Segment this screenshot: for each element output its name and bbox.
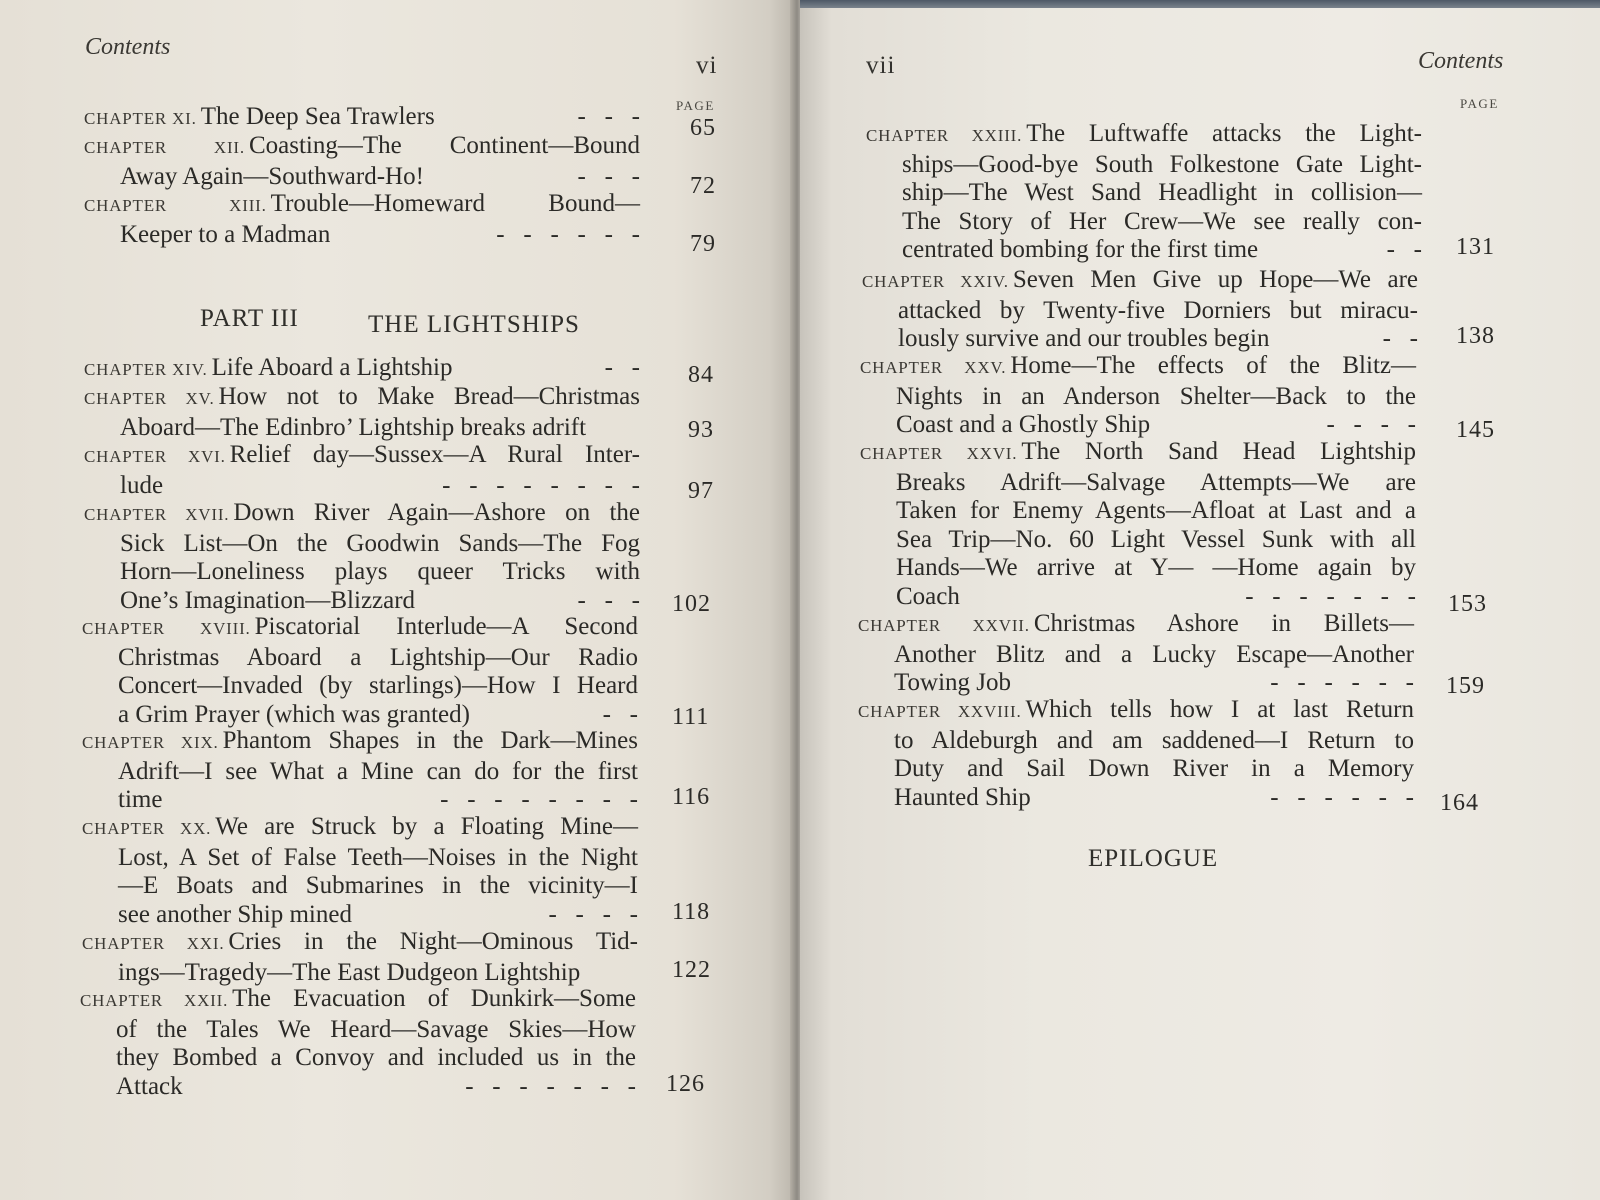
page-folio: vii (866, 52, 896, 79)
chapter-title-text: —E Boats and Submarines in the vicinity—I (118, 872, 638, 899)
chapter-title-text: Down River Again—Ashore on the (233, 499, 640, 526)
page-column-header: PAGE (1460, 96, 1499, 111)
chapter-title-text: Another Blitz and a Lucky Escape—Another (894, 640, 1414, 668)
chapter-title-text: centrated bombing for the first time (902, 236, 1259, 263)
toc-entry (860, 352, 1416, 440)
toc-entry (84, 190, 640, 249)
chapter-label: CHAPTER XVII. (84, 505, 230, 524)
chapter-title-text: Coast and a Ghostly Ship (896, 411, 1151, 438)
leader-dashes: - - - - (548, 900, 638, 928)
page-number: 79 (690, 230, 716, 257)
page-number: 126 (666, 1070, 705, 1097)
toc-entry-line (866, 236, 1422, 265)
toc-entry-line (82, 959, 638, 988)
toc-entry-line (858, 755, 1414, 784)
page-number: 159 (1446, 673, 1485, 699)
page-number: 65 (690, 115, 716, 141)
chapter-title-text: We are Struck by a Floating Mine— (215, 813, 639, 840)
chapter-label: CHAPTER XI. (84, 109, 197, 128)
page-number: 131 (1456, 234, 1495, 260)
toc-entry-line (84, 558, 640, 587)
toc-entry (84, 441, 640, 500)
leader-dashes: - - - - - - (496, 220, 640, 248)
chapter-title-text: lude (120, 471, 164, 499)
page-folio: vi (696, 52, 718, 79)
toc-entry-line (82, 727, 638, 758)
toc-entry-line (858, 727, 1414, 756)
toc-entry-line (84, 163, 640, 192)
page-number: 84 (688, 362, 714, 388)
chapter-title-text: Concert—Invaded (by starlings)—How I Heard (118, 672, 638, 699)
leader-dashes: - - - - - - - - (442, 471, 640, 499)
chapter-title-text: The North Sand Head Lightship (1021, 438, 1416, 465)
leader-dashes: - - - (577, 586, 640, 614)
chapter-label: CHAPTER XXVIII. (858, 702, 1022, 721)
chapter-title-text: attacked by Twenty-five Dorniers but miracu- (898, 296, 1418, 324)
chapter-title-text: to Aldeburgh and am saddened—I Return to (894, 726, 1414, 754)
page-number: 97 (688, 477, 714, 504)
chapter-title-text: Haunted Ship (894, 783, 1031, 811)
chapter-title-text: Coach (896, 582, 960, 610)
chapter-title-text: Lost, A Set of False Teeth—Noises in the Night (118, 843, 638, 871)
chapter-title-text: How not to Make Bread—Christmas (218, 383, 640, 410)
chapter-title-text: Cries in the Night—Ominous Tid- (228, 928, 638, 955)
chapter-label: CHAPTER XXVII. (858, 616, 1030, 635)
chapter-label: CHAPTER XVI. (84, 447, 226, 466)
page-column-header: PAGE (676, 98, 715, 113)
chapter-label: CHAPTER XXIII. (866, 126, 1023, 145)
toc-entry-line (858, 669, 1414, 698)
toc-entry-line (862, 297, 1418, 326)
toc-entry-line (860, 497, 1416, 526)
toc-entry-line (82, 672, 638, 701)
toc-entry-line (84, 354, 640, 385)
chapter-label: CHAPTER XV. (84, 389, 215, 408)
leader-dashes: - - - (577, 103, 640, 130)
leader-dashes: - - - - - - - - (440, 786, 638, 813)
chapter-label: CHAPTER XX. (82, 819, 212, 838)
chapter-title-text: Which tells how I at last Return (1025, 696, 1414, 723)
toc-entry (84, 354, 640, 385)
toc-entry-line (860, 526, 1416, 555)
chapter-title-text: Phantom Shapes in the Dark—Mines (222, 727, 638, 754)
toc-entry-line (84, 530, 640, 559)
toc-entry-line (82, 644, 638, 673)
chapter-title-text: they Bombed a Convoy and included us in the (116, 1044, 636, 1071)
chapter-title-text: ships—Good-bye South Folkestone Gate Light- (902, 150, 1422, 178)
background-edge (800, 0, 1600, 8)
leader-dashes: - - (1382, 325, 1418, 352)
toc-entry-line (860, 469, 1416, 498)
chapter-title-text: of the Tales We Heard—Savage Skies—How (116, 1015, 636, 1043)
chapter-label: CHAPTER XXII. (80, 991, 229, 1010)
toc-entry-line (82, 928, 638, 959)
toc-entry-line (82, 613, 638, 644)
chapter-title-text: One’s Imagination—Blizzard (120, 586, 416, 614)
leader-dashes: - - - - - - (1270, 783, 1414, 811)
toc-entry (84, 499, 640, 615)
toc-entry-line (866, 208, 1422, 237)
toc-entry-line (860, 438, 1416, 469)
chapter-title-text: Breaks Adrift—Salvage Attempts—We are (896, 468, 1416, 496)
leader-dashes: - - - - (1326, 411, 1416, 438)
toc-entry (82, 813, 638, 929)
chapter-title-text: ings—Tragedy—The East Dudgeon Lightship (118, 958, 581, 986)
chapter-label: CHAPTER XIX. (82, 733, 219, 752)
toc-entry-line (866, 179, 1422, 208)
toc-entry-line (860, 411, 1416, 440)
toc-entry-line (860, 554, 1416, 583)
toc-entry-line (82, 701, 638, 730)
toc-entry (82, 727, 638, 815)
right-page (800, 0, 1600, 1200)
toc-entry-line (860, 583, 1416, 612)
leader-dashes: - - - - - - - (465, 1072, 636, 1100)
toc-entry-line (862, 325, 1418, 354)
chapter-title-text: Trouble—Homeward Bound— (270, 190, 640, 217)
toc-entry-line (84, 103, 640, 134)
toc-entry-line (84, 587, 640, 616)
toc-entry-line (858, 641, 1414, 670)
page-number: 116 (672, 784, 711, 810)
chapter-title-text: lously survive and our troubles begin (898, 325, 1270, 352)
chapter-title-text: The Deep Sea Trawlers (200, 103, 435, 130)
chapter-title-text: Sick List—On the Goodwin Sands—The Fog (120, 529, 640, 557)
epilogue-heading: EPILOGUE (1088, 845, 1219, 872)
chapter-title-text: Towing Job (894, 669, 1012, 696)
chapter-title-text: Relief day—Sussex—A Rural Inter- (229, 441, 640, 468)
toc-entry-line (80, 1073, 636, 1102)
page-number: 153 (1448, 590, 1487, 617)
toc-entry (82, 613, 638, 729)
chapter-title-text: Seven Men Give up Hope—We are (1012, 266, 1418, 293)
running-head: Contents (1418, 48, 1504, 74)
chapter-title-text: The Evacuation of Dunkirk—Some (232, 985, 637, 1012)
chapter-label: CHAPTER XXV. (860, 358, 1007, 377)
chapter-label: CHAPTER XVIII. (82, 619, 251, 638)
chapter-title-text: a Grim Prayer (which was granted) (118, 700, 470, 728)
chapter-title-text: Attack (116, 1072, 183, 1100)
toc-entry (84, 103, 640, 134)
page-number: 145 (1456, 417, 1495, 443)
chapter-title-text: Sea Trip—No. 60 Light Vessel Sunk with all (896, 525, 1416, 553)
chapter-title-text: Taken for Enemy Agents—Afloat at Last and a (896, 497, 1416, 524)
running-head: Contents (85, 34, 171, 60)
chapter-title-text: time (118, 786, 163, 813)
leader-dashes: - - (1386, 236, 1422, 263)
left-page (0, 0, 793, 1200)
page-number: 164 (1440, 789, 1479, 816)
toc-entry-line (84, 472, 640, 501)
page-number: 102 (672, 590, 711, 617)
toc-entry-line (80, 1016, 636, 1045)
toc-entry (80, 985, 636, 1101)
toc-entry-line (860, 352, 1416, 383)
page-number: 72 (690, 172, 716, 199)
toc-entry-line (84, 132, 640, 163)
chapter-title-text: Home—The effects of the Blitz— (1010, 352, 1416, 379)
toc-entry-line (84, 414, 640, 443)
chapter-label: CHAPTER XXIV. (862, 272, 1009, 291)
toc-entry (866, 120, 1422, 265)
chapter-label: CHAPTER XIII. (84, 196, 267, 215)
leader-dashes: - - - - - - (1270, 669, 1414, 696)
part-number: PART III (200, 305, 299, 332)
toc-entry-line (860, 383, 1416, 412)
part-title: THE LIGHTSHIPS (368, 311, 580, 338)
chapter-label: CHAPTER XII. (84, 138, 245, 157)
chapter-title-text: ship—The West Sand Headlight in collision— (902, 179, 1422, 206)
toc-entry-line (866, 120, 1422, 151)
chapter-title-text: Coasting—The Continent—Bound (248, 132, 641, 159)
leader-dashes: - - - (577, 162, 640, 190)
toc-entry-line (82, 813, 638, 844)
chapter-label: CHAPTER XXI. (82, 934, 225, 953)
toc-entry (858, 610, 1414, 698)
chapter-title-text: Life Aboard a Lightship (211, 354, 453, 381)
chapter-title-text: Keeper to a Madman (120, 220, 331, 248)
page-number: 138 (1456, 323, 1495, 349)
toc-entry (82, 928, 638, 987)
toc-entry (860, 438, 1416, 611)
toc-entry (862, 266, 1418, 354)
leader-dashes: - - (602, 700, 638, 728)
leader-dashes: - - (604, 354, 640, 381)
chapter-title-text: The Luftwaffe attacks the Light- (1026, 120, 1422, 147)
toc-entry-line (80, 985, 636, 1016)
toc-entry-line (82, 872, 638, 901)
chapter-title-text: see another Ship mined (118, 900, 352, 928)
toc-entry-line (84, 441, 640, 472)
page-number: 93 (688, 416, 714, 443)
toc-entry (858, 696, 1414, 812)
toc-entry-line (84, 499, 640, 530)
toc-entry-line (858, 610, 1414, 641)
toc-entry (84, 132, 640, 191)
chapter-title-text: Aboard—The Edinbro’ Lightship breaks adrift (120, 413, 587, 441)
toc-entry-line (82, 901, 638, 930)
toc-entry-line (84, 190, 640, 221)
page-number: 118 (672, 898, 711, 925)
toc-entry-line (82, 758, 638, 787)
toc-entry-line (862, 266, 1418, 297)
chapter-title-text: Christmas Ashore in Billets— (1033, 610, 1414, 637)
toc-entry-line (84, 221, 640, 250)
toc-entry-line (858, 696, 1414, 727)
chapter-label: CHAPTER XXVI. (860, 444, 1018, 463)
chapter-title-text: Away Again—Southward-Ho! (120, 162, 424, 190)
chapter-label: CHAPTER XIV. (84, 360, 208, 379)
page-number: 122 (672, 956, 711, 983)
chapter-title-text: Piscatorial Interlude—A Second (254, 613, 638, 640)
toc-entry-line (80, 1044, 636, 1073)
chapter-title-text: Adrift—I see What a Mine can do for the first (118, 757, 638, 785)
chapter-title-text: Horn—Loneliness plays queer Tricks with (120, 558, 640, 585)
toc-entry-line (82, 786, 638, 815)
toc-entry (84, 383, 640, 442)
toc-entry-line (82, 844, 638, 873)
page-number: 111 (672, 703, 710, 730)
toc-entry-line (866, 151, 1422, 180)
chapter-title-text: Nights in an Anderson Shelter—Back to the (896, 382, 1416, 410)
chapter-title-text: Duty and Sail Down River in a Memory (894, 755, 1414, 782)
toc-entry-line (858, 784, 1414, 813)
chapter-title-text: Hands—We arrive at Y— —Home again by (896, 554, 1416, 581)
chapter-title-text: The Story of Her Crew—We see really con- (902, 207, 1422, 235)
chapter-title-text: Christmas Aboard a Lightship—Our Radio (118, 643, 638, 671)
leader-dashes: - - - - - - - (1245, 582, 1416, 610)
toc-entry-line (84, 383, 640, 414)
